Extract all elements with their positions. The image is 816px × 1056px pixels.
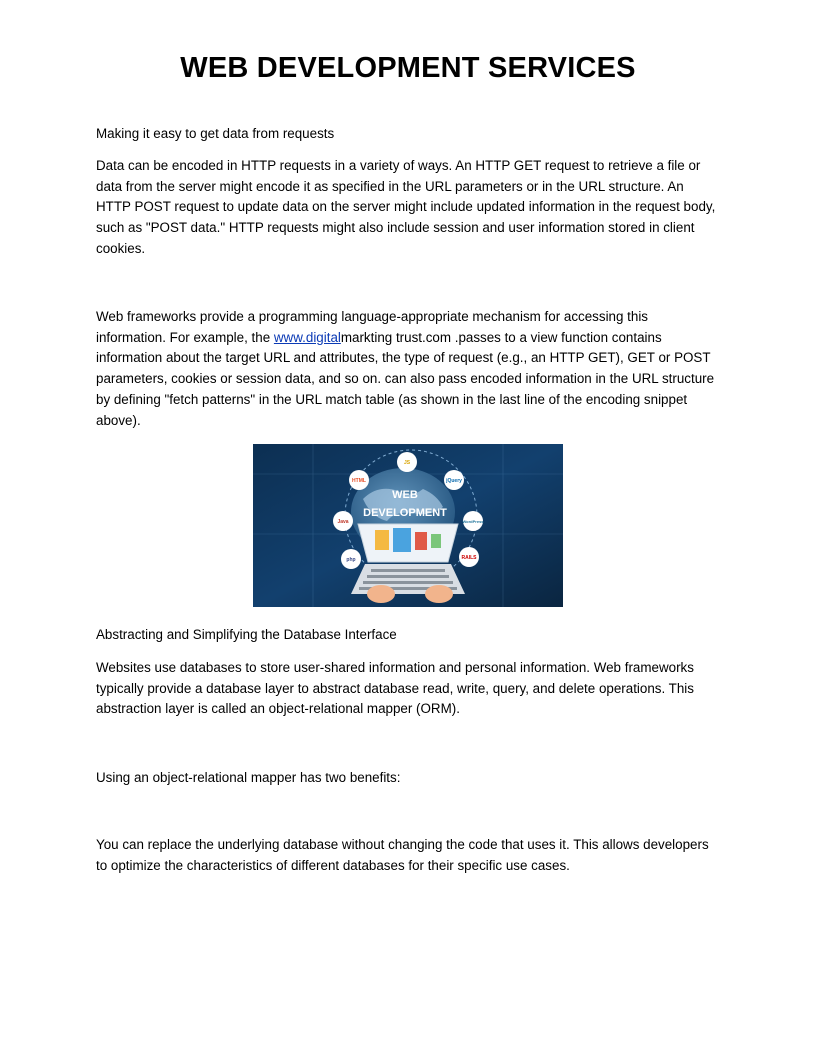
- paragraph-intro-heading: Making it easy to get data from requests: [96, 126, 335, 141]
- paragraph-orm-benefits: Using an object-relational mapper has two benefits:: [96, 770, 401, 785]
- figure-label-web: WEB: [392, 489, 418, 501]
- paragraph-web-frameworks: [96, 307, 716, 431]
- paragraph-web-frameworks-text-b: markting trust.com .passes to a view function contains information about the target URL and attributes, the type of request (e.g., an HTTP GET), GET or POST parameters, cookies or session data, and so on. can also pass encoded information in the URL structure by defining "fetch patterns" in the URL match table (as shown in the last line of the encoding snippet above).: [96, 329, 715, 428]
- wordpress-icon: WordPress: [462, 519, 484, 524]
- paragraph-databases: Websites use databases to store user-shared information and personal information. Web frameworks typically provide a database layer to abstract database read, write, query, and delete operations. This abstraction layer is called an object-relational mapper (ORM).: [96, 660, 694, 717]
- digital-marketing-link[interactable]: www.digital: [273, 329, 341, 345]
- figure-label-development: DEVELOPMENT: [363, 507, 447, 519]
- web-development-illustration: [253, 444, 563, 607]
- paragraph-web-frameworks-text-a: Web frameworks provide a programming language-appropriate mechanism for accessing this information. For example, the: [96, 309, 649, 345]
- js-icon: JS: [403, 460, 411, 466]
- jquery-icon: jQuery: [446, 478, 462, 484]
- paragraph-replace-database: You can replace the underlying database without changing the code that uses it. This allows developers to optimize the characteristics of different databases for their specific use cases.: [96, 837, 709, 873]
- rails-icon: RAILS: [461, 555, 477, 561]
- java-icon: Java: [337, 519, 349, 525]
- php-icon: php: [346, 557, 356, 563]
- page-title: WEB DEVELOPMENT SERVICES: [180, 52, 636, 84]
- paragraph-http-encoding: Data can be encoded in HTTP requests in a variety of ways. An HTTP GET request to retrieve a file or data from the server might encode it as specified in the URL parameters or in the URL structure. An HTTP POST request to update data on the server might include updated information in the request body, such as "POST data." HTTP requests might also include session and user information stored in client cookies.: [96, 158, 716, 256]
- paragraph-database-heading: Abstracting and Simplifying the Database Interface: [96, 627, 397, 642]
- html-icon: HTML: [352, 478, 366, 484]
